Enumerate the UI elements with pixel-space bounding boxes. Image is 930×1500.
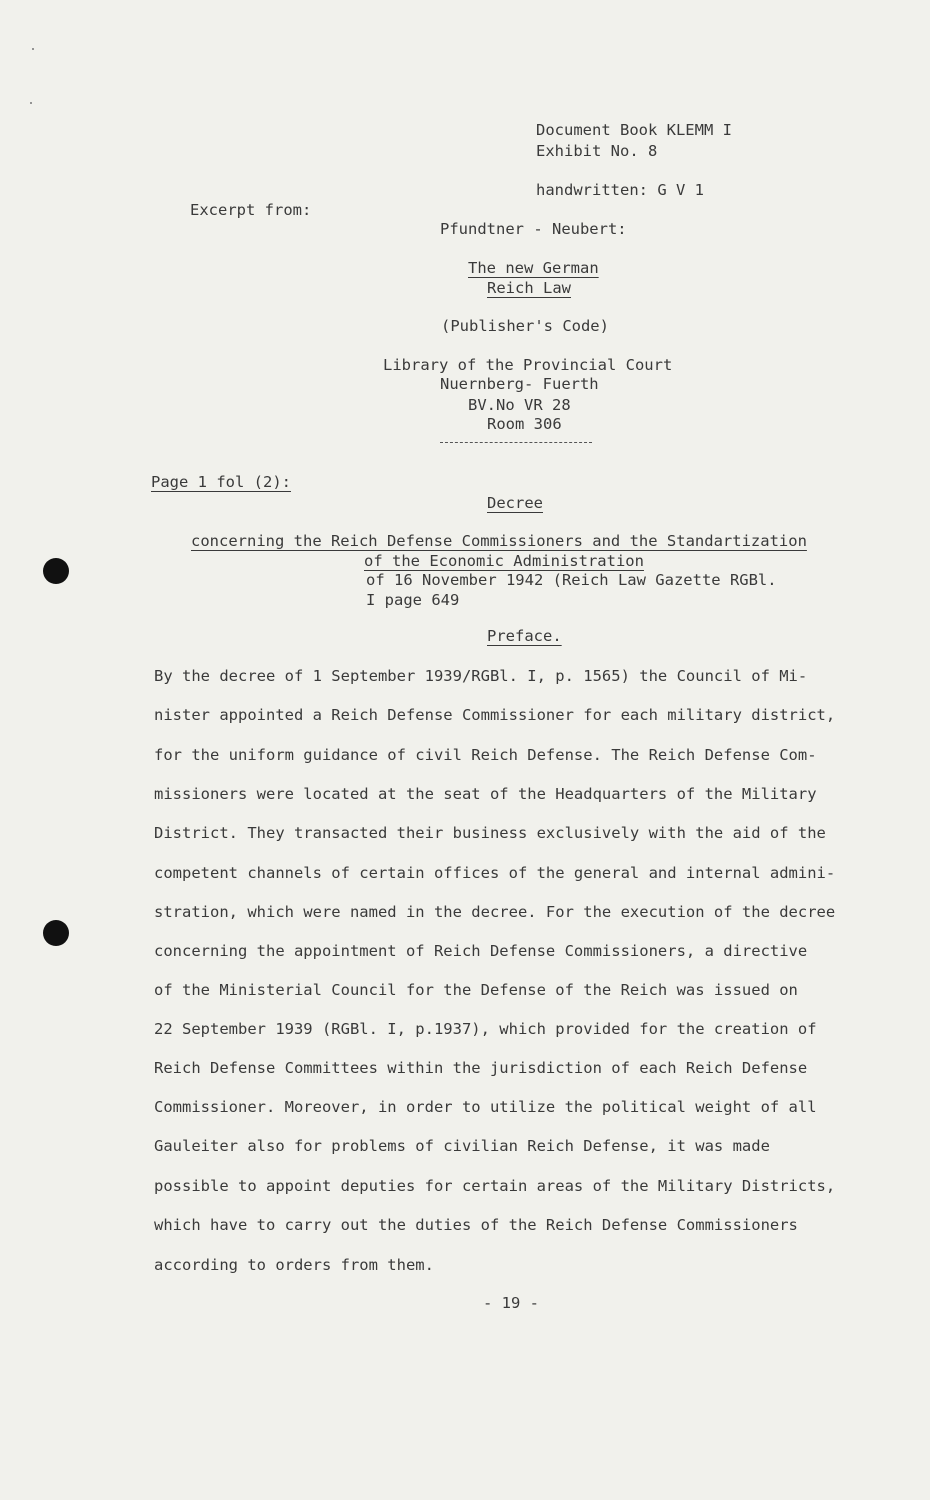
decree-date-line: of 16 November 1942 (Reich Law Gazette RGBl.	[366, 571, 777, 589]
stamp-divider	[440, 442, 592, 443]
excerpt-label: Excerpt from:	[190, 201, 312, 219]
decree-title-line-2: of the Economic Administration	[364, 552, 644, 570]
library-bv-number: BV.No VR 28	[468, 396, 571, 414]
preface-line: stration, which were named in the decree. For the execution of the decree	[154, 903, 836, 921]
preface-line: Gauleiter also for problems of civilian Reich Defense, it was made	[154, 1137, 770, 1155]
library-room: Room 306	[487, 415, 562, 433]
publisher-code: (Publisher's Code)	[441, 317, 609, 335]
preface-line: which have to carry out the duties of the Reich Defense Commissioners	[154, 1216, 798, 1234]
preface-line: nister appointed a Reich Defense Commissioner for each military district,	[154, 706, 836, 724]
preface-line: possible to appoint deputies for certain areas of the Military Districts,	[154, 1177, 836, 1195]
authors: Pfundtner - Neubert:	[440, 220, 627, 238]
library-city: Nuernberg- Fuerth	[440, 375, 599, 393]
preface-line: By the decree of 1 September 1939/RGBl. I, p. 1565) the Council of Mi-	[154, 667, 808, 685]
document-book-label: Document Book KLEMM I	[536, 121, 732, 139]
decree-page-line: I page 649	[366, 591, 460, 609]
decree-heading: Decree	[487, 494, 543, 512]
preface-line: competent channels of certain offices of the general and internal admini-	[154, 864, 836, 882]
preface-line: Commissioner. Moreover, in order to utilize the political weight of all	[154, 1098, 817, 1116]
page-reference: Page 1 fol (2):	[151, 473, 291, 491]
preface-line: concerning the appointment of Reich Defense Commissioners, a directive	[154, 942, 808, 960]
preface-line: Reich Defense Committees within the jurisdiction of each Reich Defense	[154, 1059, 808, 1077]
library-name: Library of the Provincial Court	[383, 356, 673, 374]
page-number: - 19 -	[483, 1294, 539, 1312]
decree-title-line-1: concerning the Reich Defense Commissioners and the Standartization	[191, 532, 807, 550]
paper-speck	[32, 48, 34, 50]
preface-line: 22 September 1939 (RGBl. I, p.1937), which provided for the creation of	[154, 1020, 817, 1038]
preface-heading: Preface.	[487, 627, 562, 645]
punch-hole-icon	[43, 920, 69, 946]
paper-speck	[30, 102, 32, 104]
preface-line: of the Ministerial Council for the Defense of the Reich was issued on	[154, 981, 798, 999]
preface-line: according to orders from them.	[154, 1256, 434, 1274]
preface-line: District. They transacted their business exclusively with the aid of the	[154, 824, 826, 842]
preface-line: missioners were located at the seat of the Headquarters of the Military	[154, 785, 817, 803]
book-title-line-1: The new German	[468, 259, 599, 277]
preface-line: for the uniform guidance of civil Reich Defense. The Reich Defense Com-	[154, 746, 817, 764]
book-title-line-2: Reich Law	[487, 279, 571, 297]
exhibit-number: Exhibit No. 8	[536, 142, 658, 160]
punch-hole-icon	[43, 558, 69, 584]
handwritten-note: handwritten: G V 1	[536, 181, 704, 199]
